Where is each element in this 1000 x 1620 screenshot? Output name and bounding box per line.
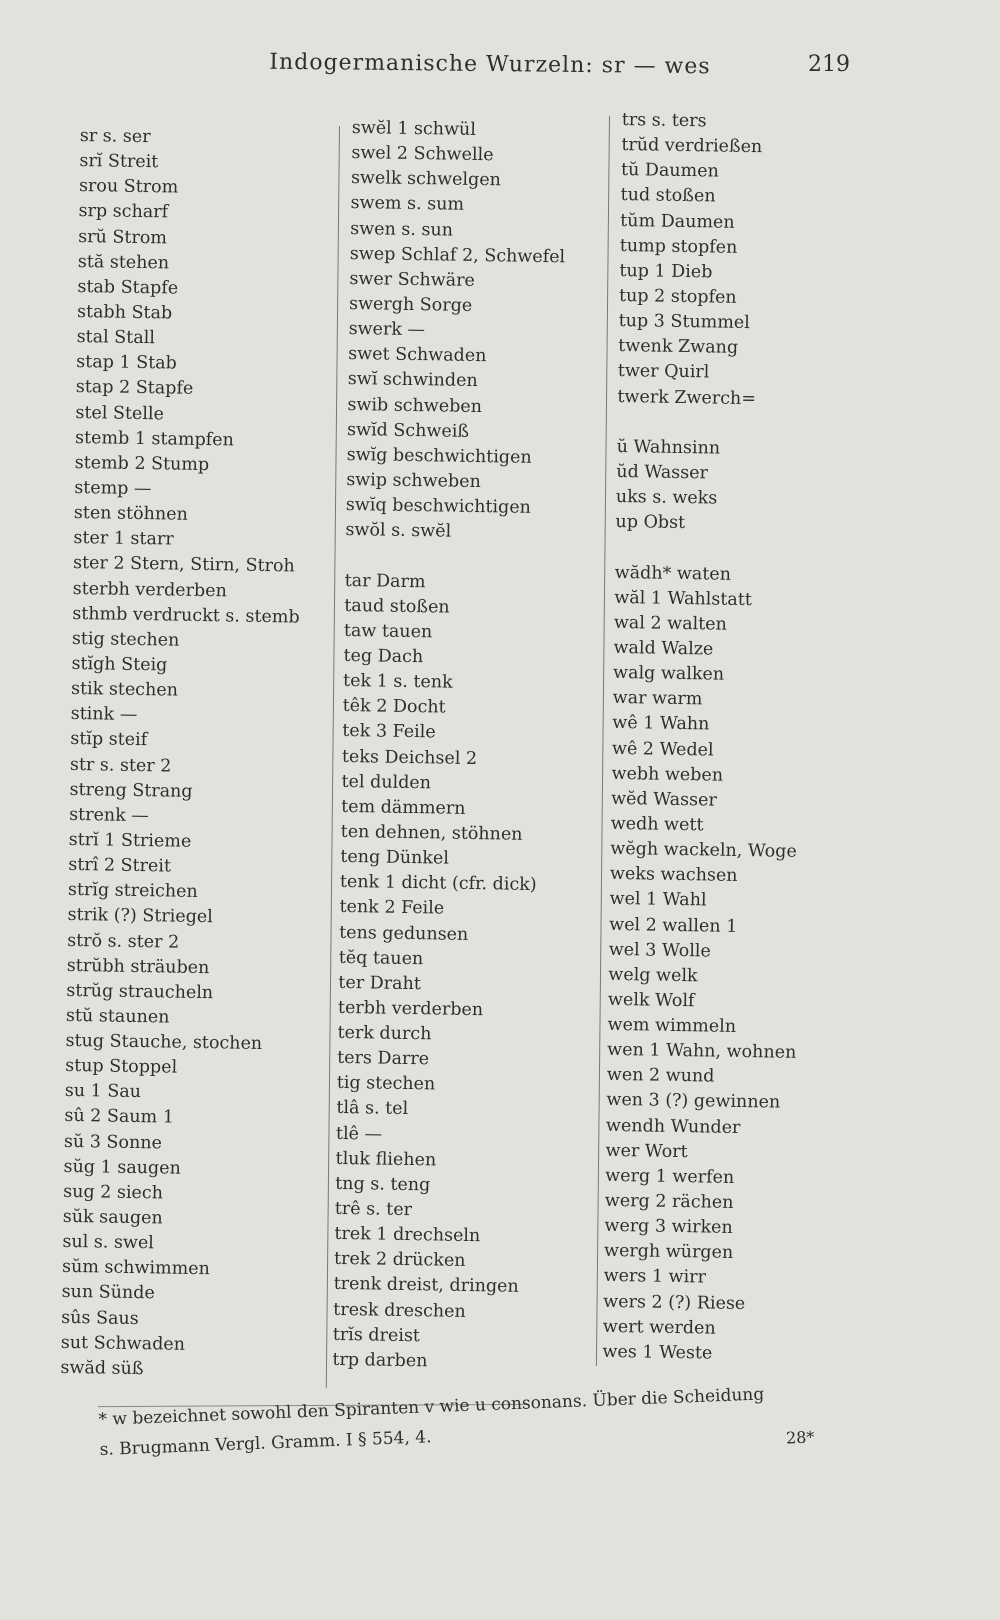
- root-entry: tenk 2 Feile: [339, 897, 445, 919]
- root-entry: stemp —: [74, 477, 152, 500]
- root-entry: sû 2 Saum 1: [64, 1106, 175, 1129]
- root-entry: strik (?) Striegel: [67, 905, 213, 928]
- root-entry: sthmb verdruckt s. stemb: [72, 603, 300, 628]
- root-entry: wers 1 wirr: [603, 1266, 707, 1288]
- root-entry: tel dulden: [341, 771, 432, 793]
- root-entry: tup 3 Stummel: [618, 311, 750, 334]
- root-entry: trek 1 drechseln: [334, 1224, 481, 1247]
- root-entry: trs s. ters: [621, 109, 707, 132]
- root-entry: tump stopfen: [619, 235, 738, 258]
- root-entry: strĭg streichen: [67, 880, 198, 903]
- root-entry: ter Draht: [338, 972, 421, 994]
- root-entry: tud stoßen: [620, 185, 716, 207]
- root-entry: strĭ 1 Strieme: [68, 829, 192, 852]
- root-column-2: [332, 116, 567, 1376]
- root-entry: stă stehen: [77, 251, 170, 274]
- root-entry: wald Walze: [613, 637, 714, 660]
- root-entry: wel 2 wallen 1: [609, 914, 738, 937]
- root-entry: swel 2 Schwelle: [351, 143, 494, 166]
- root-entry: stĭp steif: [70, 729, 148, 751]
- entry-gap: [617, 410, 806, 438]
- root-entry: stab Stapfe: [77, 276, 179, 299]
- root-entry: sug 2 siech: [63, 1181, 164, 1204]
- root-entry: stup Stoppel: [65, 1056, 178, 1078]
- root-entry: wăl 1 Wahlstatt: [614, 587, 753, 610]
- root-entry: swĭd Schweiß: [346, 419, 470, 442]
- root-entry: sut Schwaden: [60, 1332, 186, 1355]
- root-entry: swĭ schwinden: [347, 369, 478, 392]
- root-entry: twenk Zwang: [618, 336, 739, 359]
- root-entry: swer Schwäre: [349, 268, 476, 291]
- footnote-line: s. Brugmann Vergl. Gramm. I § 554, 4.: [99, 1427, 432, 1460]
- root-entry: wel 1 Wahl: [609, 889, 707, 911]
- entry-gap: [345, 543, 561, 572]
- root-entry: uks s. weks: [615, 487, 718, 509]
- root-entry: sun Sünde: [61, 1282, 155, 1304]
- root-entry: str s. ster 2: [69, 754, 172, 777]
- root-entry: up Obst: [615, 512, 686, 534]
- root-column-3: [602, 108, 811, 1368]
- printer-signature: 28*: [785, 1427, 815, 1448]
- root-entry: tŭ Daumen: [620, 160, 719, 182]
- root-entry: teks Deichsel 2: [341, 746, 478, 769]
- root-entry: welk Wolf: [607, 989, 695, 1012]
- root-entry: webh weben: [611, 763, 724, 786]
- root-column-1: [60, 124, 307, 1384]
- root-entry: swĭq beschwichtigen: [345, 495, 532, 518]
- root-entry: ster 1 starr: [73, 528, 174, 550]
- root-entry: trek 2 drücken: [333, 1249, 466, 1272]
- root-entry: stink —: [70, 704, 138, 726]
- root-entry: tup 2 stopfen: [618, 285, 737, 308]
- root-entry: taud stoßen: [344, 595, 450, 618]
- footnote-line: * w bezeichnet sowohl den Spiranten v wie u consonans. Über die Scheidung: [98, 1384, 765, 1430]
- root-entry: trĭs dreist: [332, 1324, 421, 1346]
- root-entry: wer Wort: [605, 1140, 688, 1162]
- root-entry: strŭbh sträuben: [66, 955, 210, 978]
- root-entry: tĕq tauen: [338, 947, 424, 969]
- root-entry: sŭg 1 saugen: [63, 1156, 181, 1179]
- root-entry: sŭm schwimmen: [61, 1257, 211, 1280]
- root-entry: wendh Wunder: [605, 1115, 741, 1138]
- root-entry: srp scharf: [78, 201, 169, 223]
- root-entry: swerk —: [348, 319, 426, 341]
- root-entry: stap 2 Stapfe: [75, 377, 194, 400]
- running-head: Indogermanische Wurzeln: sr — wes: [269, 49, 711, 80]
- root-entry: ŭ Wahnsinn: [616, 436, 721, 459]
- root-entry: tar Darm: [344, 570, 426, 592]
- root-entry: srŭ Strom: [78, 226, 168, 248]
- root-entry: tup 1 Dieb: [619, 260, 713, 283]
- root-entry: tŭm Daumen: [620, 210, 735, 233]
- root-entry: wedh wett: [610, 813, 704, 836]
- root-entry: terbh verderben: [337, 997, 484, 1021]
- footnote: [98, 1376, 880, 1466]
- root-entry: werg 1 werfen: [605, 1165, 735, 1188]
- root-entry: tlâ s. tel: [336, 1098, 409, 1120]
- root-entry: strenk —: [68, 804, 149, 826]
- root-entry: stemb 2 Stump: [74, 452, 210, 475]
- root-entry: wê 1 Wahn: [612, 713, 710, 735]
- root-entry: stap 1 Stab: [76, 352, 177, 374]
- root-entry: stĭgh Steig: [71, 653, 168, 676]
- root-entry: swĕl 1 schwül: [351, 117, 477, 140]
- root-entry: wergh würgen: [603, 1241, 734, 1264]
- root-entry: ster 2 Stern, Stirn, Stroh: [72, 553, 295, 577]
- root-entry: twerk Zwerch=: [617, 386, 757, 409]
- root-entry: wĕd Wasser: [610, 788, 717, 811]
- root-entry: terk durch: [337, 1022, 432, 1045]
- root-entry: swet Schwaden: [348, 344, 487, 367]
- root-entry: wes 1 Weste: [602, 1341, 713, 1364]
- root-entry: stŭ staunen: [65, 1005, 170, 1028]
- root-entry: wădh* waten: [614, 562, 732, 585]
- root-entry: wen 2 wund: [606, 1065, 715, 1087]
- root-entry: tens gedunsen: [339, 922, 469, 945]
- root-entry: swep Schlaf 2, Schwefel: [349, 243, 566, 268]
- root-entry: teng Dünkel: [340, 846, 450, 869]
- root-entry: sten stöhnen: [73, 503, 188, 525]
- root-entry: swŏl s. swĕl: [345, 520, 452, 542]
- root-entry: welg welk: [608, 964, 698, 987]
- root-entry: ters Darre: [337, 1048, 430, 1070]
- root-entry: wel 3 Wolle: [608, 939, 712, 962]
- root-entry: taw tauen: [343, 620, 433, 643]
- root-entry: wert werden: [602, 1316, 716, 1339]
- root-entry: srou Strom: [78, 176, 179, 198]
- root-entry: stug Stauche, stochen: [65, 1030, 263, 1055]
- root-entry: wal 2 walten: [613, 612, 728, 635]
- root-entry: wê 2 Wedel: [611, 738, 714, 761]
- root-entry: sŭk saugen: [62, 1206, 163, 1229]
- root-entry: têk 2 Docht: [342, 696, 446, 718]
- root-entry: sterbh verderben: [72, 578, 227, 601]
- root-entry: trp darben: [332, 1349, 428, 1372]
- root-entry: weks wachsen: [609, 864, 738, 887]
- root-entry: swib schweben: [347, 394, 483, 417]
- root-entry: trŭd verdrießen: [621, 135, 763, 158]
- root-entry: walg walken: [612, 663, 725, 685]
- root-entry: tlê —: [335, 1123, 383, 1145]
- root-entry: swelk schwelgen: [350, 168, 502, 191]
- root-entry: sr s. ser: [79, 125, 151, 148]
- root-entry: strŏ s. ster 2: [67, 930, 180, 953]
- root-entry: swip schweben: [346, 469, 481, 493]
- root-entry: tek 3 Feile: [342, 721, 436, 743]
- root-entry: tng s. teng: [335, 1173, 431, 1196]
- root-entry: swĭg beschwichtigen: [346, 444, 532, 468]
- root-entry: werg 3 wirken: [604, 1216, 733, 1239]
- root-entry: stik stechen: [70, 679, 179, 701]
- root-entry: twer Quirl: [617, 361, 710, 383]
- root-entry: wers 2 (?) Riese: [603, 1291, 746, 1314]
- root-entry: stig stechen: [71, 628, 180, 651]
- root-entry: teg Dach: [343, 645, 424, 668]
- root-entry: swăd süß: [60, 1357, 144, 1380]
- root-entry: wem wimmeln: [607, 1014, 737, 1037]
- root-entry: sûs Saus: [61, 1307, 139, 1329]
- root-entry: tek 1 s. tenk: [342, 671, 453, 693]
- root-entry: sŭ 3 Sonne: [63, 1131, 163, 1154]
- root-entry: tresk dreschen: [333, 1299, 466, 1322]
- root-entry: srĭ Streit: [79, 151, 159, 173]
- root-entry: ten dehnen, stöhnen: [340, 821, 523, 845]
- entry-gap: [615, 535, 804, 563]
- root-entry: ŭd Wasser: [616, 461, 709, 484]
- root-entry: tig stechen: [336, 1073, 436, 1095]
- root-entry: strî 2 Streit: [68, 854, 172, 877]
- root-entry: wen 3 (?) gewinnen: [606, 1090, 781, 1114]
- root-entry: trenk dreist, dringen: [333, 1274, 519, 1298]
- root-entry: sul s. swel: [62, 1232, 155, 1254]
- root-entry: swergh Sorge: [348, 293, 473, 316]
- root-entry: strŭg straucheln: [66, 980, 214, 1003]
- root-entry: streng Strang: [69, 779, 193, 802]
- root-entry: tem dämmern: [340, 796, 466, 819]
- root-entry: tluk fliehen: [335, 1148, 437, 1171]
- root-entry: wĕgh wackeln, Woge: [610, 838, 797, 862]
- page-number: 219: [808, 52, 850, 77]
- root-entry: stal Stall: [76, 327, 156, 349]
- root-entry: stemb 1 stampfen: [74, 427, 234, 451]
- root-entry: swem s. sum: [350, 193, 465, 216]
- root-entry: su 1 Sau: [64, 1081, 142, 1103]
- root-entry: war warm: [612, 688, 703, 710]
- root-entry: swen s. sun: [350, 218, 454, 241]
- root-entry: werg 2 rächen: [604, 1190, 734, 1213]
- root-entry: tenk 1 dicht (cfr. dick): [339, 872, 537, 896]
- root-entry: trê s. ter: [334, 1198, 413, 1221]
- root-entry: stabh Stab: [76, 301, 173, 324]
- root-entry: stel Stelle: [75, 402, 165, 424]
- root-entry: wen 1 Wahn, wohnen: [607, 1040, 797, 1064]
